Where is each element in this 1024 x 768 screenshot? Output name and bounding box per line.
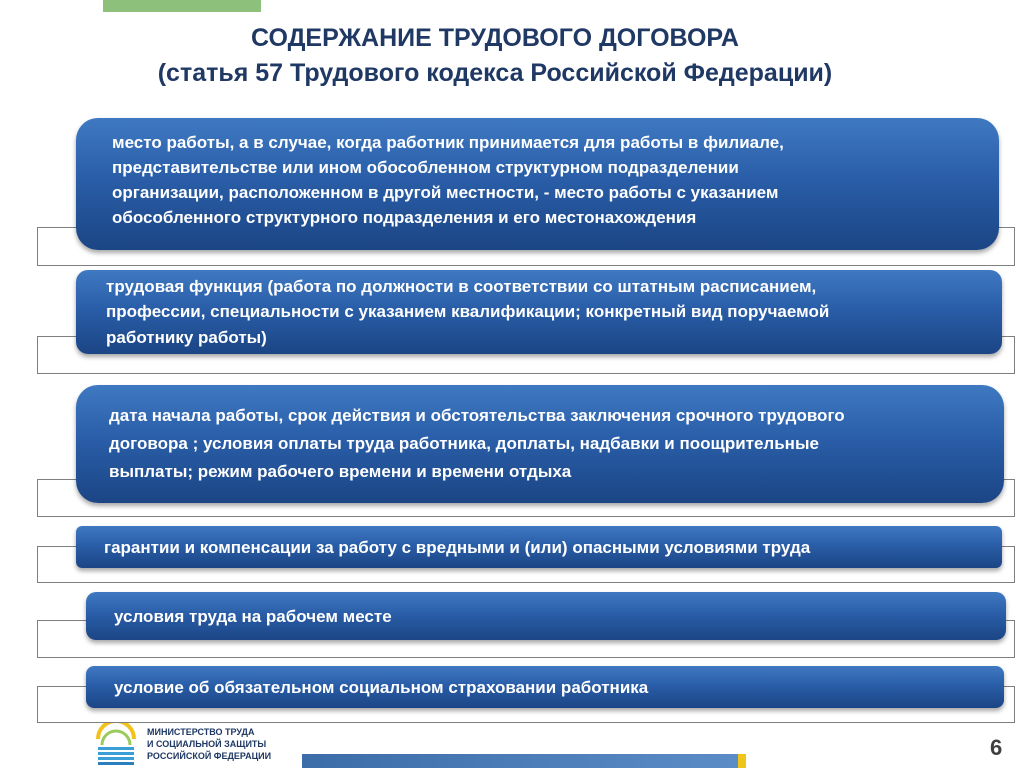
page-number: 6 [990, 735, 1003, 760]
ministry-line: МИНИСТЕРСТВО ТРУДА [147, 727, 255, 737]
bottom-accent-bar [302, 754, 738, 768]
item-line: представительстве или ином обособленном структурном подразделении [112, 158, 739, 177]
ministry-line: И СОЦИАЛЬНОЙ ЗАЩИТЫ [147, 739, 267, 749]
item-line: выплаты; режим рабочего времени и времени отдыха [109, 462, 572, 481]
item-line: условия труда на рабочем месте [114, 606, 392, 626]
title-line-1: СОДЕРЖАНИЕ ТРУДОВОГО ДОГОВОРА [251, 24, 739, 52]
item-line: дата начала работы, срок действия и обстоятельства заключения срочного трудового [109, 406, 845, 425]
item-line: договора ; условия оплаты труда работника, доплаты, надбавки и поощрительные [109, 434, 819, 453]
ministry-name [147, 726, 271, 762]
ministry-logo-icon [96, 723, 136, 765]
content-item-working-conditions [86, 592, 1006, 640]
title-line-2: (статья 57 Трудового кодекса Российской Федерации) [157, 59, 833, 87]
item-line: трудовая функция (работа по должности в соответствии со штатным расписанием, [106, 276, 817, 296]
top-accent-bar [103, 0, 261, 12]
bottom-accent-marker [738, 754, 746, 768]
item-line: организации, расположенном в другой местности, - место работы с указанием [112, 183, 779, 202]
item-line: профессии, специальности с указанием квалификации; конкретный вид поручаемой [106, 302, 830, 322]
content-item-labor-function [76, 270, 1002, 354]
slide-title [0, 22, 990, 90]
content-item-guarantees [76, 526, 1002, 568]
ministry-line: РОССИЙСКОЙ ФЕДЕРАЦИИ [147, 751, 272, 761]
item-line: работнику работы) [106, 327, 267, 347]
item-line: обособленного структурного подразделения и его местонахождения [112, 208, 697, 227]
item-line: гарантии и компенсации за работу с вредными и (или) опасными условиями труда [104, 537, 811, 557]
item-line: условие об обязательном социальном страховании работника [114, 677, 649, 697]
content-item-workplace [76, 118, 999, 250]
content-item-start-date-payment [76, 385, 1004, 503]
item-line: место работы, а в случае, когда работник принимается для работы в филиале, [112, 133, 784, 152]
content-item-social-insurance [86, 666, 1004, 708]
